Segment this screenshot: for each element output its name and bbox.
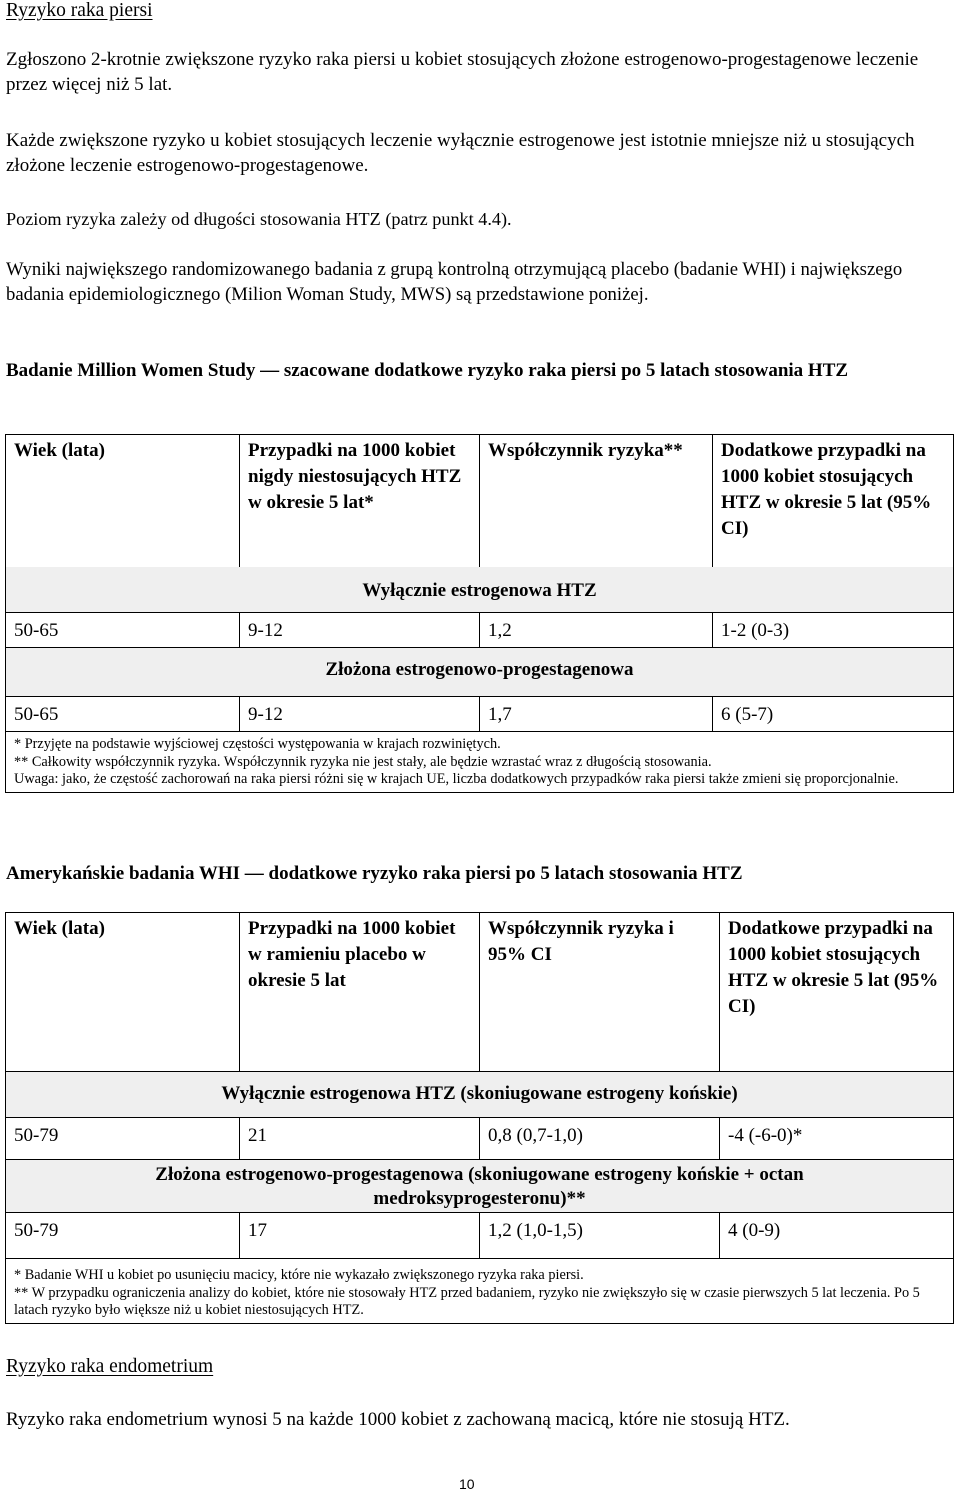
whi-row1-cases: 21: [240, 1118, 480, 1160]
mws-footnotes: [6, 732, 954, 793]
mws-group-combined: Złożona estrogenowo-progestagenowa: [6, 648, 954, 697]
whi-row1-age: 50-79: [6, 1118, 240, 1160]
mws-row1-risk: 1,2: [480, 613, 713, 648]
whi-group-estrogen-only: Wyłącznie estrogenowa HTZ (skoniugowane estrogeny końskie): [6, 1072, 954, 1118]
paragraph-study-results: Wyniki największego randomizowanego badania z grupą kontrolną otrzymującą placebo (badanie WHI) i największego badania epidemiologicznego (Milion Woman Study, MWS) są przedstawione poniżej.: [6, 259, 903, 305]
whi-header-cases-placebo: Przypadki na 1000 kobiet w ramieniu placebo w okresie 5 lat: [240, 913, 480, 1072]
mws-row1-cases: 9-12: [240, 613, 480, 648]
paragraph-duration-dependence: Poziom ryzyka zależy od długości stosowania HTZ (patrz punkt 4.4).: [6, 209, 512, 229]
whi-header-age: Wiek (lata): [6, 913, 240, 1072]
mws-row2-risk: 1,7: [480, 697, 713, 732]
whi-row1-risk: 0,8 (0,7-1,0): [480, 1118, 720, 1160]
mws-footnote-2: ** Całkowity współczynnik ryzyka. Współczynnik ryzyka nie jest stały, ale będzie wzrastać wraz z długością stosowania.: [14, 753, 712, 770]
whi-row2-additional: 4 (0-9): [720, 1213, 954, 1259]
paragraph-estrogen-only-risk: Każde zwiększone ryzyko u kobiet stosujących leczenie wyłącznie estrogenowe jest istotnie mniejsze niż u stosujących złożone leczenie estrogenowo-progestagenowe.: [6, 130, 915, 176]
mws-row1-age: 50-65: [6, 613, 240, 648]
whi-risk-table: [5, 912, 954, 1324]
whi-row2-cases: 17: [240, 1213, 480, 1259]
mws-header-risk-ratio: Współczynnik ryzyka**: [480, 435, 713, 567]
whi-row2-risk: 1,2 (1,0-1,5): [480, 1213, 720, 1259]
paragraph-risk-doubled: Zgłoszono 2-krotnie zwiększone ryzyko raka piersi u kobiet stosujących złożone estrogenowo-progestagenowe leczenie przez więcej niż 5 lat.: [6, 49, 919, 95]
mws-header-age: Wiek (lata): [6, 435, 240, 567]
mws-row2-additional: 6 (5-7): [713, 697, 954, 732]
whi-row1-additional: -4 (-6-0)*: [720, 1118, 954, 1160]
whi-footnote-2: ** W przypadku ograniczenia analizy do kobiet, które nie stosowały HTZ przed badaniem, ryzyko nie zwiększyło się w czasie pierwszych 5 lat leczenia. Po 5 latach ryzyko było większe niż u kobiet niestosujących HTZ.: [14, 1284, 920, 1318]
whi-header-additional-cases: Dodatkowe przypadki na 1000 kobiet stosujących HTZ w okresie 5 lat (95% CI): [720, 913, 954, 1072]
whi-group-combined: Złożona estrogenowo-progestagenowa (skoniugowane estrogeny końskie + octan medroksyprogesteronu)**: [6, 1160, 954, 1213]
section-title-breast-cancer: Ryzyko raka piersi: [6, 0, 153, 21]
mws-group-estrogen-only: Wyłącznie estrogenowa HTZ: [6, 567, 954, 613]
mws-footnote-3: Uwaga: jako, że częstość zachorowań na raka piersi różni się w krajach UE, liczba dodatkowych przypadków raka piersi także zmieni się proporcjonalnie.: [14, 771, 899, 787]
whi-table-heading: Amerykańskie badania WHI — dodatkowe ryzyko raka piersi po 5 latach stosowania HTZ: [6, 863, 743, 884]
mws-risk-table: [5, 434, 954, 793]
mws-row2-cases: 9-12: [240, 697, 480, 732]
mws-header-cases-non-users: Przypadki na 1000 kobiet nigdy niestosujących HTZ w okresie 5 lat*: [240, 435, 480, 567]
mws-footnote-1: * Przyjęte na podstawie wyjściowej częstości występowania w krajach rozwiniętych.: [14, 736, 501, 752]
whi-footnotes: [6, 1259, 954, 1324]
mws-row1-additional: 1-2 (0-3): [713, 613, 954, 648]
mws-row2-age: 50-65: [6, 697, 240, 732]
section-title-endometrial-cancer: Ryzyko raka endometrium: [6, 1356, 214, 1377]
mws-table-heading: Badanie Million Women Study — szacowane dodatkowe ryzyko raka piersi po 5 latach stosowania HTZ: [6, 360, 849, 381]
mws-header-additional-cases: Dodatkowe przypadki na 1000 kobiet stosujących HTZ w okresie 5 lat (95% CI): [713, 435, 954, 567]
page-number: 10: [459, 1476, 475, 1492]
whi-row2-age: 50-79: [6, 1213, 240, 1259]
paragraph-endometrial-risk: Ryzyko raka endometrium wynosi 5 na każde 1000 kobiet z zachowaną macicą, które nie stosują HTZ.: [6, 1409, 790, 1430]
whi-footnote-1: * Badanie WHI u kobiet po usunięciu macicy, które nie wykazało zwiększonego ryzyka raka piersi.: [14, 1267, 584, 1283]
whi-header-risk-ratio: Współczynnik ryzyka i 95% CI: [480, 913, 720, 1072]
